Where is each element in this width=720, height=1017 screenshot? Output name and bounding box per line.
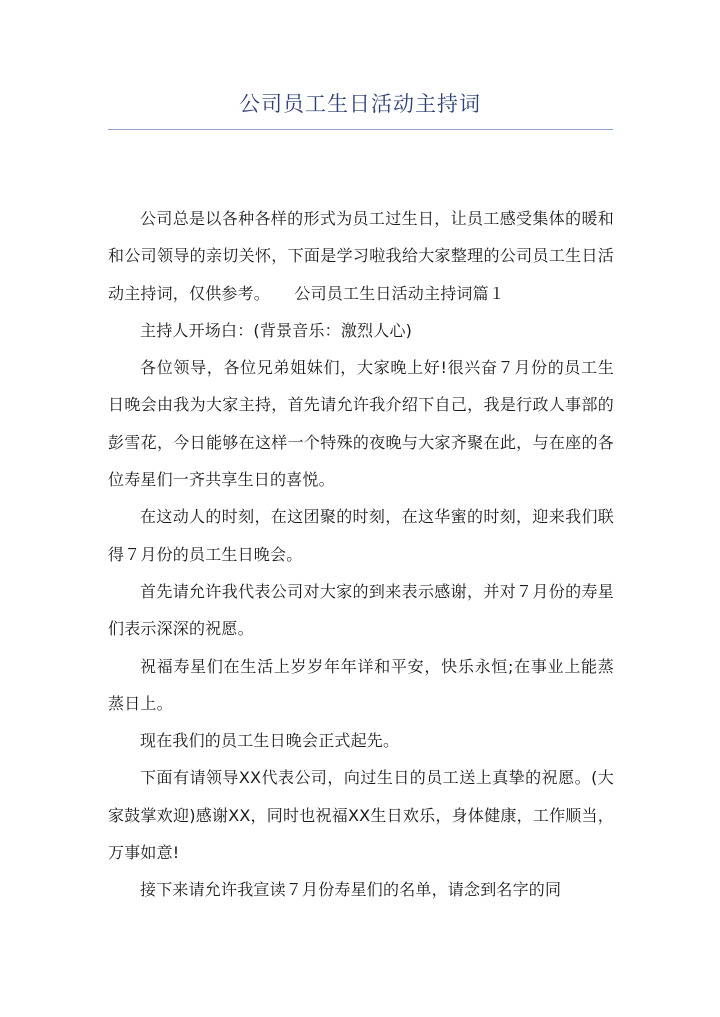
paragraph-greeting: 各位领导，各位兄弟姐妹们，大家晚上好!很兴奋７月份的员工生日晚会由我为大家主持，首先请允许我介绍下自己，我是行政人事部的彭雪花，今日能够在这样一个特殊的夜晚与大家齐聚在此，与在座的各位寿星们一齐共享生日的喜悦。 xyxy=(108,358,614,490)
paragraph-intro: 公司总是以各种各样的形式为员工过生日，让员工感受集体的暖和和公司领导的亲切关怀，下面是学习啦我给大家整理的公司员工生日活动主持词，仅供参考。 公司员工生日活动主持词篇１ xyxy=(108,209,614,303)
paragraph-host-opening: 主持人开场白：(背景音乐：激烈人心) xyxy=(140,320,413,340)
title-divider xyxy=(108,129,613,130)
paragraph-moment: 在这动人的时刻，在这团聚的时刻，在这华蜜的时刻，迎来我们联得７月份的员工生日晚会。 xyxy=(108,507,614,564)
paragraph-leader: 下面有请领导XX代表公司，向过生日的员工送上真挚的祝愿。(大家鼓掌欢迎)感谢XX，同时也祝福XX生日欢乐，身体健康，工作顺当，万事如意! xyxy=(108,768,614,863)
document-body xyxy=(108,200,614,909)
document-title: 公司员工生日活动主持词 xyxy=(239,92,481,116)
paragraph-namelist: 接下来请允许我宣读７月份寿星们的名单，请念到名字的同 xyxy=(140,880,562,900)
paragraph-start: 现在我们的员工生日晚会正式起先。 xyxy=(140,731,400,751)
paragraph-blessing: 祝福寿星们在生活上岁岁年年详和平安，快乐永恒;在事业上能蒸蒸日上。 xyxy=(108,656,614,713)
paragraph-thanks: 首先请允许我代表公司对大家的到来表示感谢，并对７月份的寿星们表示深深的祝愿。 xyxy=(108,581,614,639)
